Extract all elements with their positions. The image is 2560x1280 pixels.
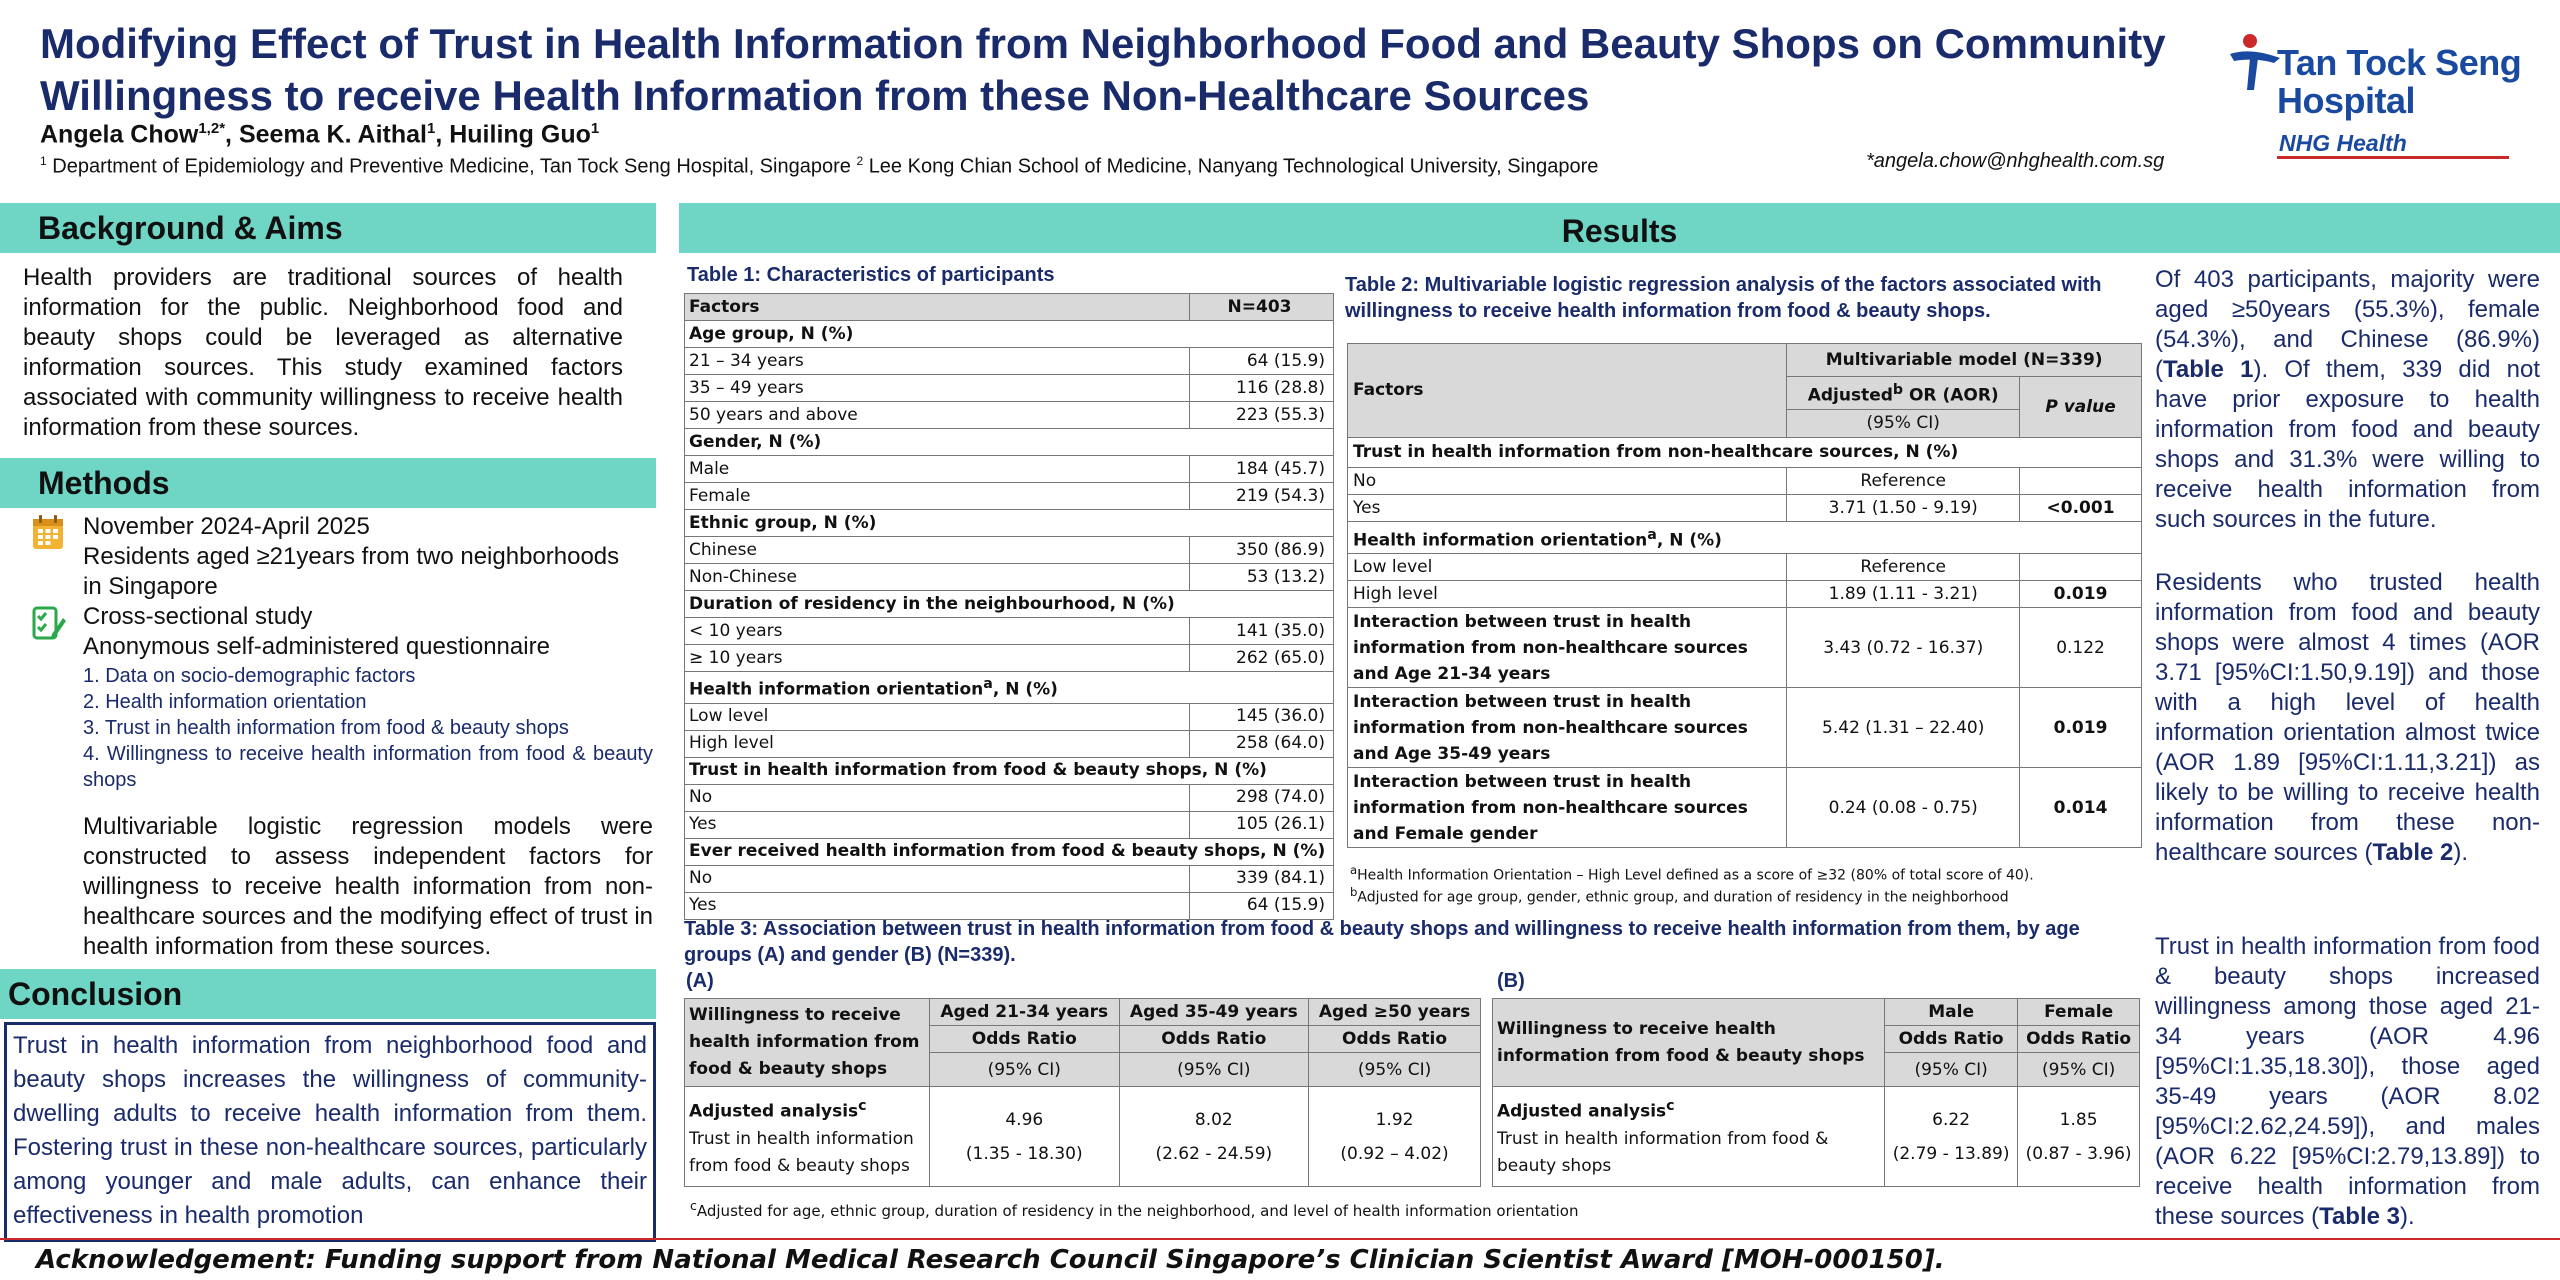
table1-group-label — [685, 757, 1334, 784]
table1-group-label — [685, 429, 1334, 456]
table-row — [685, 1087, 1481, 1187]
table1-header-n: N=403 — [1190, 294, 1334, 321]
table-row — [685, 483, 1334, 510]
table3b-col-header: Female — [2018, 999, 2140, 1026]
affiliations — [40, 154, 1598, 179]
table1-value-cell: 141 (35.0) — [1190, 618, 1334, 645]
table1-group-text: Ethnic group, N (%) — [689, 512, 877, 533]
table2-factors-header: Factors — [1348, 344, 1787, 438]
table3-age — [684, 998, 1481, 1187]
table2-model-header: Multivariable model (N=339) — [1787, 344, 2142, 377]
conclusion-heading: Conclusion — [0, 969, 656, 1019]
methods-residents-cont: in Singapore — [83, 573, 218, 600]
table3-label-b: (B) — [1497, 970, 1525, 992]
table2 — [1347, 343, 2142, 848]
methods-list-item: 4. Willingness to receive health information from food & beauty shops — [83, 743, 653, 791]
table-row — [685, 811, 1334, 838]
results-heading: Results — [679, 203, 2560, 253]
table3-caption: Table 3: Association between trust in health information from food & beauty shops and willingness to receive health information from them, by age groups (A) and gender (B) (N=339). — [684, 918, 2080, 966]
table1-group-label — [685, 591, 1334, 618]
table3-or: 1.92 — [1375, 1109, 1414, 1130]
table1-value-cell: 258 (64.0) — [1190, 730, 1334, 757]
table2-interaction-label: Interaction between trust in health information from non-healthcare sources and Age 21-34 years — [1348, 608, 1787, 688]
footnote-mark: b — [1892, 382, 1904, 398]
table1-value-cell: 53 (13.2) — [1190, 564, 1334, 591]
table3b-cell — [1885, 1087, 2018, 1187]
logo-underline — [2277, 156, 2509, 159]
footnote-mark: a — [1350, 863, 1358, 877]
table1-factor-cell: Male — [685, 456, 1190, 483]
table1-group-row — [685, 321, 1334, 348]
table3-or: 1.85 — [2059, 1109, 2098, 1130]
table2-cell — [2020, 467, 2142, 494]
footnote-text: Adjusted for age, ethnic group, duration of residency in the neighborhood, and level of health information orientation — [696, 1202, 1579, 1220]
table1-header-row — [685, 294, 1334, 321]
footnote-text: Adjusted for age group, gender, ethnic group, and duration of residency in the neighborhood — [1357, 889, 2009, 906]
results-text: Trust in health information from food & beauty shops increased willingness among those aged 21-34 years (AOR 4.96 [95%CI:1.35,18.30]), those aged 35-49 years (AOR 8.02 [95%CI:2.62,24.59]), and males (AOR 6.22 [95%CI:2.79,13.89]) to receive health information from these sources ( — [2155, 933, 2540, 1230]
table1-value-cell: 64 (15.9) — [1190, 892, 1334, 919]
table3b-ci-header: (95% CI) — [1885, 1053, 2018, 1087]
table3-or: 6.22 — [1932, 1109, 1971, 1130]
table3-trust-label: Trust in health information from food & beauty shops — [1497, 1128, 1829, 1176]
table3b-ci-header: (95% CI) — [2018, 1053, 2140, 1087]
poster-title: Modifying Effect of Trust in Health Information from Neighborhood Food and Beauty Shops on Community Willingness to receive Health Information from these Non-Healthcare Sources — [40, 20, 2166, 119]
table3-ci: (2.79 - 13.89) — [1892, 1143, 2010, 1164]
table-row — [685, 402, 1334, 429]
results-paragraph-2 — [2155, 568, 2540, 868]
ttsh-logo-icon — [2228, 32, 2284, 92]
table3-gender — [1492, 998, 2140, 1187]
logo-text-line1: Tan Tock Seng — [2277, 42, 2522, 83]
background-heading: Background & Aims — [0, 203, 656, 253]
table3-ci: (0.92 – 4.02) — [1340, 1143, 1449, 1164]
table1-group-row — [685, 591, 1334, 618]
table-row — [1348, 554, 2142, 581]
table3-or: 8.02 — [1194, 1109, 1233, 1130]
table1-factor-cell: < 10 years — [685, 618, 1190, 645]
table2-footnote-a — [1350, 863, 2034, 884]
table2-cell: Reference — [1787, 554, 2020, 581]
acknowledgement-divider — [0, 1238, 2560, 1240]
table1-value-cell: 116 (28.8) — [1190, 375, 1334, 402]
table2-or-label-tail: OR (AOR) — [1903, 385, 1999, 406]
footnote-mark: b — [1350, 885, 1358, 899]
author-name: Huiling Guo — [449, 120, 591, 149]
table3a-cell — [1309, 1087, 1481, 1187]
table1-caption: Table 1: Characteristics of participants — [687, 264, 1055, 286]
hospital-logo — [2222, 30, 2532, 160]
table1-value-cell: 298 (74.0) — [1190, 784, 1334, 811]
table1-factor-cell: High level — [685, 730, 1190, 757]
table1-factor-cell: Female — [685, 483, 1190, 510]
table3b-rowhead: Willingness to receive health information from food & beauty shops — [1493, 999, 1885, 1087]
table3b-odds-header: Odds Ratio — [2018, 1026, 2140, 1053]
table-row — [685, 375, 1334, 402]
logo-text-line3: NHG Health — [2279, 130, 2407, 156]
author-name: Seema K. Aithal — [238, 120, 427, 149]
table-row — [1348, 688, 2142, 768]
results-text: ). — [2453, 839, 2469, 866]
methods-design: Cross-sectional study — [83, 603, 313, 630]
table-row — [685, 730, 1334, 757]
table1 — [684, 293, 1334, 920]
table3-adj-label: Adjusted analysis — [1497, 1101, 1667, 1122]
methods-questionnaire: Anonymous self-administered questionnaire — [83, 633, 550, 660]
table2-ci-header: (95% CI) — [1787, 409, 2020, 437]
author-name: Angela Chow — [40, 120, 199, 149]
table3a-ci-header: (95% CI) — [1309, 1053, 1481, 1087]
table2-cell: High level — [1348, 581, 1787, 608]
table1-factor-cell: 50 years and above — [685, 402, 1190, 429]
affiliation-1: Department of Epidemiology and Preventive Medicine, Tan Tock Seng Hospital, Singapore — [52, 155, 851, 178]
table-row — [1348, 608, 2142, 688]
table1-factor-cell: 21 – 34 years — [685, 348, 1190, 375]
table-row — [1348, 494, 2142, 521]
table2-group-text: Health information orientation — [1353, 530, 1648, 551]
table2-cell: Low level — [1348, 554, 1787, 581]
table1-factor-cell: ≥ 10 years — [685, 645, 1190, 672]
table3a-col-header: Aged ≥50 years — [1309, 999, 1481, 1026]
table2-cell: 0.019 — [2020, 581, 2142, 608]
table1-value-cell: 339 (84.1) — [1190, 865, 1334, 892]
table2-or-label: Adjusted — [1807, 385, 1893, 406]
affil-sup: 1 — [40, 154, 47, 168]
footnote-mark: c — [858, 1098, 867, 1115]
table3-ci: (1.35 - 18.30) — [965, 1143, 1083, 1164]
methods-list — [83, 663, 653, 793]
calendar-icon — [30, 514, 66, 552]
table3-label-a: (A) — [686, 970, 714, 992]
background-text: Health providers are traditional sources of health information for the public. Neighborhood food and beauty shops could be leveraged as alternative information sources. This study examined factors associated with community willingness to receive health information from these sources. — [23, 264, 623, 441]
table3a-ci-header: (95% CI) — [930, 1053, 1120, 1087]
table1-group-text: Duration of residency in the neighbourhood, N (%) — [689, 593, 1175, 614]
table3a-odds-header: Odds Ratio — [1119, 1026, 1309, 1053]
table1-group-label — [685, 321, 1334, 348]
acknowledgement: Acknowledgement: Funding support from National Medical Research Council Singapore’s Clinician Scientist Award [MOH-000150]. — [36, 1245, 1945, 1275]
table-row — [1493, 1087, 2140, 1187]
table1-group-text: Ever received health information from food & beauty shops, N (%) — [689, 841, 1326, 862]
methods-list-item: 1. Data on socio-demographic factors — [83, 665, 416, 687]
table1-factor-cell: Low level — [685, 703, 1190, 730]
table1-value-cell: 350 (86.9) — [1190, 537, 1334, 564]
table1-group-row — [685, 510, 1334, 537]
table2-cell: 3.71 (1.50 - 9.19) — [1787, 494, 2020, 521]
table1-value-cell: 64 (15.9) — [1190, 348, 1334, 375]
table1-value-cell: 262 (65.0) — [1190, 645, 1334, 672]
table-row — [1348, 768, 2142, 848]
table2-group-label: Trust in health information from non-healthcare sources, N (%) — [1348, 437, 2142, 467]
table1-group-text: Age group, N (%) — [689, 323, 854, 344]
table3a-cell — [1119, 1087, 1309, 1187]
table1-group-text: Gender, N (%) — [689, 431, 822, 452]
table1-group-row — [685, 838, 1334, 865]
table2-group-label — [1348, 521, 2142, 554]
affiliation-2: Lee Kong Chian School of Medicine, Nanyang Technological University, Singapore — [868, 155, 1599, 178]
table3-ci: (0.87 - 3.96) — [2025, 1143, 2132, 1164]
footnote-text: Health Information Orientation – High Level defined as a score of ≥32 (80% of total score of 40). — [1357, 867, 2034, 884]
table3b-odds-header: Odds Ratio — [1885, 1026, 2018, 1053]
table3b-col-header: Male — [1885, 999, 2018, 1026]
table-row — [685, 645, 1334, 672]
contact-email: *angela.chow@nhghealth.com.sg — [1866, 150, 2165, 172]
table2-or-header — [1787, 377, 2020, 410]
table1-value-cell: 219 (54.3) — [1190, 483, 1334, 510]
table3a-cell — [930, 1087, 1120, 1187]
logo-text-line2: Hospital — [2277, 80, 2416, 121]
table2-cell: 0.019 — [2020, 688, 2142, 768]
table-row — [685, 564, 1334, 591]
table1-factor-cell: 35 – 49 years — [685, 375, 1190, 402]
table-row — [685, 348, 1334, 375]
footnote-mark: c — [1666, 1098, 1675, 1115]
table2-p-header: P value — [2020, 377, 2142, 438]
table1-group-text: Health information orientation — [689, 679, 984, 700]
table3b-row-label — [1493, 1087, 1885, 1187]
table1-group-tail: , N (%) — [992, 679, 1058, 700]
table-row — [685, 618, 1334, 645]
methods-heading: Methods — [0, 458, 656, 508]
table1-factor-cell: Yes — [685, 892, 1190, 919]
results-text: ). — [2400, 1203, 2415, 1230]
table-ref: Table 3 — [2319, 1203, 2400, 1230]
methods-paragraph: Multivariable logistic regression models were constructed to assess independent factors for willingness to receive health information from non-healthcare sources and the modifying effect of trust in health information from these sources. — [83, 813, 653, 960]
table2-group-tail: , N (%) — [1656, 530, 1722, 551]
affil-sup: 2 — [856, 154, 864, 168]
footnote-mark: a — [1647, 526, 1657, 543]
table2-cell: 0.122 — [2020, 608, 2142, 688]
table2-interaction-label: Interaction between trust in health information from non-healthcare sources and Female gender — [1348, 768, 1787, 848]
results-paragraph-1 — [2155, 265, 2540, 535]
table-row — [1348, 467, 2142, 494]
table-ref: Table 2 — [2372, 839, 2454, 866]
table3a-row-label — [685, 1087, 930, 1187]
table1-factor-cell: No — [685, 865, 1190, 892]
table1-factor-cell: Yes — [685, 811, 1190, 838]
table1-factor-cell: Chinese — [685, 537, 1190, 564]
author-sup: 1,2* — [198, 120, 226, 137]
table2-caption: Table 2: Multivariable logistic regression analysis of the factors associated with willingness to receive health information from food & beauty shops. — [1345, 274, 2102, 322]
table3-ci: (2.62 - 24.59) — [1155, 1143, 1273, 1164]
conclusion-text: Trust in health information from neighborhood food and beauty shops increases the willingness of community-dwelling adults to receive health information from them. Fostering trust in these non-healthcare sources, particularly among younger and male adults, can enhance their effectiveness in health promotion — [4, 1022, 656, 1242]
table1-group-label — [685, 838, 1334, 865]
footnote-mark: a — [983, 676, 993, 692]
table-row — [685, 865, 1334, 892]
table1-group-row — [685, 429, 1334, 456]
table1-group-row — [685, 757, 1334, 784]
table3a-ci-header: (95% CI) — [1119, 1053, 1309, 1087]
methods-list-item: 2. Health information orientation — [83, 691, 367, 713]
table1-value-cell: 223 (55.3) — [1190, 402, 1334, 429]
table3b-cell — [2018, 1087, 2140, 1187]
table-row — [1348, 581, 2142, 608]
author-sup: 1 — [590, 120, 600, 137]
footnote-mark: c — [690, 1198, 697, 1213]
table3-trust-label: Trust in health information from food & beauty shops — [689, 1128, 914, 1176]
author-list: Angela Chow$^{1,2*}$, Seema K. Aithal$^1$, Huiling Guo$^1$ — [40, 120, 600, 149]
table3a-rowhead: Willingness to receive health information from food & beauty shops — [685, 999, 930, 1087]
table1-group-label — [685, 672, 1334, 704]
table2-cell: 3.43 (0.72 - 16.37) — [1787, 608, 2020, 688]
table3a-col-header: Aged 35-49 years — [1119, 999, 1309, 1026]
table1-value-cell: 105 (26.1) — [1190, 811, 1334, 838]
survey-edit-icon — [30, 604, 66, 642]
table2-cell: 5.42 (1.31 – 22.40) — [1787, 688, 2020, 768]
table2-cell: 0.24 (0.08 - 0.75) — [1787, 768, 2020, 848]
table2-cell: 1.89 (1.11 - 3.21) — [1787, 581, 2020, 608]
table1-value-cell: 184 (45.7) — [1190, 456, 1334, 483]
table1-factor-cell: No — [685, 784, 1190, 811]
methods-period: November 2024-April 2025 — [83, 513, 370, 540]
table1-group-row — [685, 672, 1334, 704]
table3a-odds-header: Odds Ratio — [930, 1026, 1120, 1053]
results-paragraph-3 — [2155, 932, 2540, 1232]
table-row — [685, 456, 1334, 483]
table2-cell: No — [1348, 467, 1787, 494]
table2-cell: 0.014 — [2020, 768, 2142, 848]
table2-cell: Yes — [1348, 494, 1787, 521]
table-row — [685, 537, 1334, 564]
table2-cell: <0.001 — [2020, 494, 2142, 521]
table-row — [685, 703, 1334, 730]
results-text: ). Of them, 339 did not have prior exposure to health information from food and beauty shops and 31.3% were willing to receive health information from such sources in the future. — [2155, 356, 2540, 533]
table3a-col-header: Aged 21-34 years — [930, 999, 1120, 1026]
results-text: Residents who trusted health information from food and beauty shops were almost 4 times (AOR 3.71 [95%CI:1.50,9.19]) and those with a high level of health information orientation almost twice (AOR 1.89 [95%CI:1.11,3.21]) as likely to be willing to receive health information from these non-healthcare sources ( — [2155, 569, 2540, 866]
methods-residents: Residents aged ≥21years from two neighborhoods — [83, 543, 620, 570]
table1-factor-cell: Non-Chinese — [685, 564, 1190, 591]
table2-cell — [2020, 554, 2142, 581]
table1-group-text: Trust in health information from food & beauty shops, N (%) — [689, 760, 1267, 781]
author-sup: 1 — [426, 120, 436, 137]
table1-value-cell: 145 (36.0) — [1190, 703, 1334, 730]
table3-footnote — [690, 1198, 1578, 1220]
table3a-odds-header: Odds Ratio — [1309, 1026, 1481, 1053]
table3-adj-label: Adjusted analysis — [689, 1101, 859, 1122]
table-ref: Table 1 — [2163, 356, 2254, 383]
table2-footnote-b — [1350, 885, 2009, 906]
methods-list-item: 3. Trust in health information from food & beauty shops — [83, 717, 569, 739]
table2-cell: Reference — [1787, 467, 2020, 494]
results-text: Of 403 participants, majority were aged ≥50years (55.3%), female (54.3%), and Chinese (86.9%) ( — [2155, 266, 2540, 383]
table1-group-label — [685, 510, 1334, 537]
table-row — [685, 784, 1334, 811]
table1-header-factors: Factors — [685, 294, 1190, 321]
table2-interaction-label: Interaction between trust in health information from non-healthcare sources and Age 35-49 years — [1348, 688, 1787, 768]
table3-or: 4.96 — [1005, 1109, 1044, 1130]
